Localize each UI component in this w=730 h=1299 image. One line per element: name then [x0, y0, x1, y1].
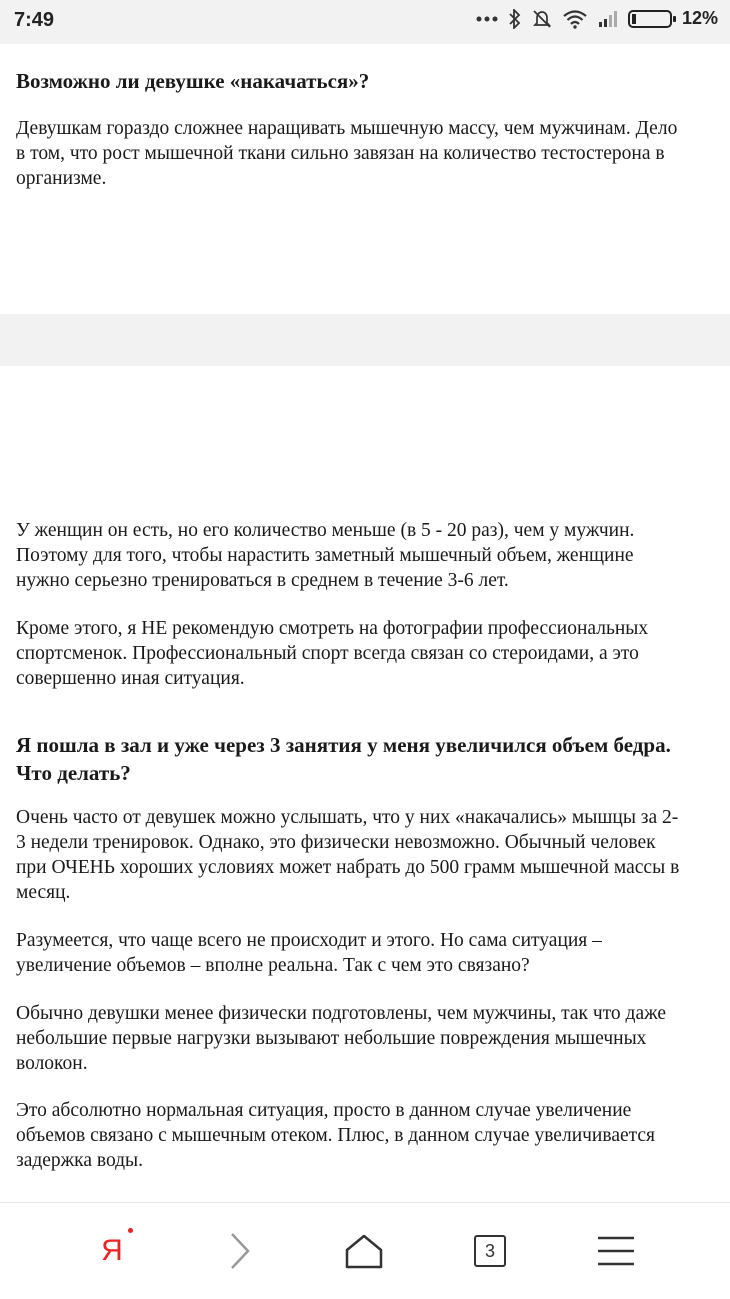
article-paragraph-1	[16, 116, 677, 191]
paragraph-line: Девушкам гораздо сложнее наращивать мышечную массу, чем мужчинам. Дело	[16, 118, 678, 139]
yandex-button[interactable]	[82, 1203, 142, 1299]
paragraph-line: Разумеется, что чаще всего не происходит и этого. Но сама ситуация –	[16, 930, 602, 951]
home-button[interactable]	[334, 1203, 394, 1299]
paragraph-line: Очень часто от девушек можно услышать, что у них «накачались» мышцы за 2-	[16, 807, 679, 828]
article-paragraph-5	[16, 928, 602, 978]
paragraph-line: организме.	[16, 168, 107, 189]
paragraph-line: в том, что рост мышечной ткани сильно завязан на количество тестостерона в	[16, 143, 665, 164]
paragraph-line: месяц.	[16, 882, 71, 903]
status-bar	[0, 0, 730, 44]
hamburger-menu-icon	[597, 1235, 635, 1267]
paragraph-line: Обычно девушки менее физически подготовлены, чем мужчины, так что даже	[16, 1003, 666, 1024]
article-heading-2	[16, 731, 671, 787]
bell-muted-icon	[532, 9, 552, 29]
article-paragraph-3	[16, 616, 648, 691]
status-icons	[476, 8, 718, 29]
status-time: 7:49	[14, 9, 55, 31]
wifi-icon	[562, 9, 588, 29]
battery-percent: 12%	[681, 8, 718, 28]
article-heading-1: Возможно ли девушке «накачаться»?	[16, 69, 370, 93]
ad-separator-band	[0, 314, 730, 366]
paragraph-line: Кроме этого, я НЕ рекомендую смотреть на фотографии профессиональных	[16, 618, 649, 639]
paragraph-line: спортсменок. Профессиональный спорт всегда связан со стероидами, а это	[16, 643, 639, 664]
menu-button[interactable]	[586, 1203, 646, 1299]
paragraph-line: У женщин он есть, но его количество меньше (в 5 - 20 раз), чем у мужчин.	[16, 520, 635, 541]
more-dots-icon	[476, 15, 498, 23]
tabs-button[interactable]	[460, 1203, 520, 1299]
signal-icon	[598, 10, 618, 28]
heading-line: Я пошла в зал и уже через 3 занятия у меня увеличился объем бедра.	[16, 733, 671, 757]
home-icon	[344, 1233, 384, 1269]
chevron-right-icon	[228, 1231, 252, 1271]
browser-bottom-bar	[0, 1202, 730, 1299]
paragraph-line: Поэтому для того, чтобы нарастить заметный мышечный объем, женщине	[16, 545, 634, 566]
paragraph-line: небольшие первые нагрузки вызывают небольшие повреждения мышечных	[16, 1028, 647, 1049]
paragraph-line: нужно серьезно тренироваться в среднем в течение 3-6 лет.	[16, 570, 509, 591]
heading-line: Что делать?	[16, 761, 131, 785]
forward-button[interactable]	[210, 1203, 270, 1299]
tabs-count: 3	[474, 1235, 506, 1267]
paragraph-line: Это абсолютно нормальная ситуация, просто в данном случае увеличение	[16, 1100, 632, 1121]
paragraph-line: совершенно иная ситуация.	[16, 668, 245, 689]
paragraph-line: объемов связано с мышечным отеком. Плюс, в данном случае увеличивается	[16, 1125, 656, 1146]
paragraph-line: при ОЧЕНЬ хороших условиях может набрать до 500 грамм мышечной массы в	[16, 857, 680, 878]
yandex-logo-icon: Я	[101, 1234, 123, 1268]
battery-icon	[628, 10, 672, 28]
bluetooth-icon	[508, 9, 522, 29]
paragraph-line: волокон.	[16, 1053, 88, 1074]
paragraph-line: задержка воды.	[16, 1150, 144, 1171]
article-paragraph-6	[16, 1001, 666, 1076]
article-paragraph-2	[16, 518, 634, 593]
paragraph-line: 3 недели тренировок. Однако, это физически невозможно. Обычный человек	[16, 832, 656, 853]
paragraph-line: увеличение объемов – вполне реальна. Так с чем это связано?	[16, 955, 530, 976]
article-paragraph-4	[16, 805, 679, 905]
article-paragraph-7	[16, 1098, 655, 1173]
